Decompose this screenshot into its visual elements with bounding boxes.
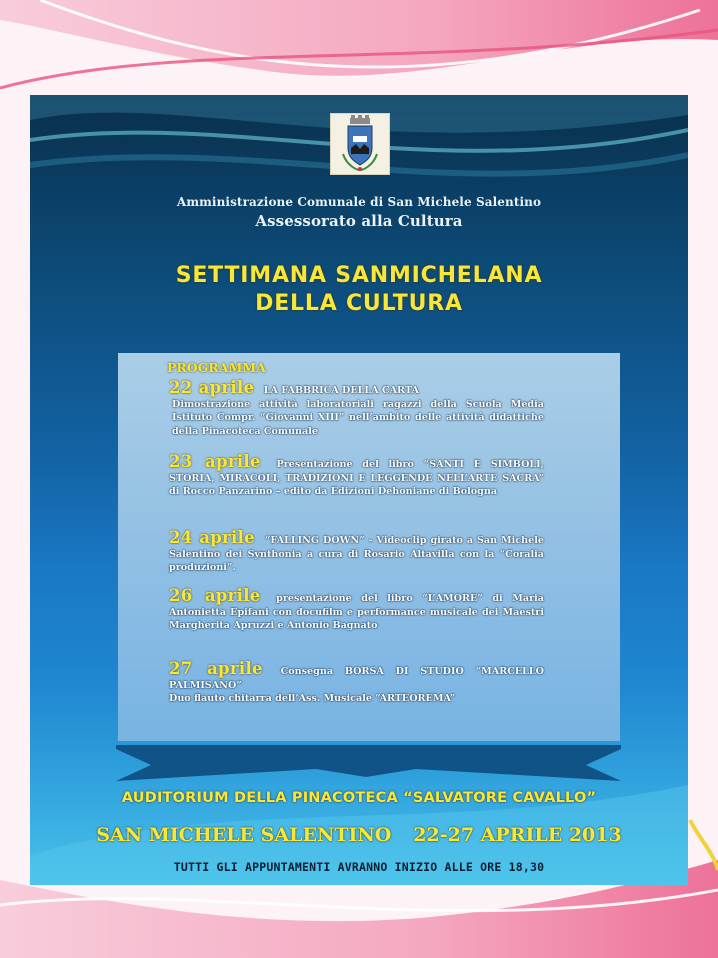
- event-date: 24 aprile: [169, 528, 255, 547]
- program-event-22-april: [169, 378, 544, 438]
- program-event-26-april: [169, 586, 544, 633]
- program-heading: PROGRAMMA: [167, 360, 266, 375]
- start-time-note: TUTTI GLI APPUNTAMENTI AVRANNO INIZIO ALLE ORE 18,30: [173, 860, 545, 874]
- event-dates: 22-27 APRILE 2013: [413, 824, 622, 846]
- event-headline: presentazione del libro “L’AMORE” di Maria Antonietta Epifani con docufilm e performance musicale dei Maestri Margherita Apruzzi e Antonio Bagnato: [169, 593, 544, 631]
- location-and-dates: [30, 824, 688, 846]
- event-poster: [30, 95, 688, 885]
- municipal-crest: [330, 113, 390, 175]
- event-date: 26 aprile: [169, 586, 261, 605]
- event-headline: Consegna BORSA DI STUDIO “MARCELLO PALMISANO”: [169, 666, 544, 691]
- event-title-line1: SETTIMANA SANMICHELANA: [175, 263, 543, 288]
- program-event-24-april: [169, 528, 544, 575]
- event-headline: “FALLING DOWN” - Videoclip girato a San Michele Salentino dei Synthonia a cura di Rosario Altavilla con la “Coralia produzioni”.: [169, 535, 544, 573]
- event-date: 22 aprile: [169, 378, 255, 397]
- administration-name: Amministrazione Comunale di San Michele Salentino: [176, 195, 542, 209]
- venue-name: AUDITORIUM DELLA PINACOTECA “SALVATORE CAVALLO”: [121, 790, 597, 806]
- location-name: SAN MICHELE SALENTINO: [96, 824, 392, 846]
- event-date: 23 aprile: [169, 452, 261, 471]
- event-description: Dimostrazione attività laboratoriali ragazzi della Scuola Media Istituto Compr. “Giovanni XIII” nell’ambito delle attività didattiche della Pinacoteca Comunale: [172, 398, 544, 437]
- program-event-23-april: [169, 452, 544, 499]
- program-event-27-april: [169, 659, 544, 706]
- event-date: 27 aprile: [169, 659, 263, 678]
- event-title-line2: DELLA CULTURA: [255, 291, 463, 316]
- ribbon-banner: [116, 743, 621, 783]
- department-name: Assessorato alla Cultura: [255, 212, 463, 230]
- event-description: Duo flauto chitarra dell’Ass. Musicale “ARTEOREMA”: [169, 693, 456, 704]
- event-headline: LA FABBRICA DELLA CARTA: [263, 385, 419, 396]
- municipal-coat-of-arms-icon: [331, 114, 389, 174]
- event-headline: Presentazione del libro “SANTI E SIMBOLI, STORIA, MIRACOLI, TRADIZIONI E LEGGENDE NELL’ARTE SACRA” di Rocco Panzarino – edito da Edizioni Dehoniane di Bologna: [169, 459, 544, 497]
